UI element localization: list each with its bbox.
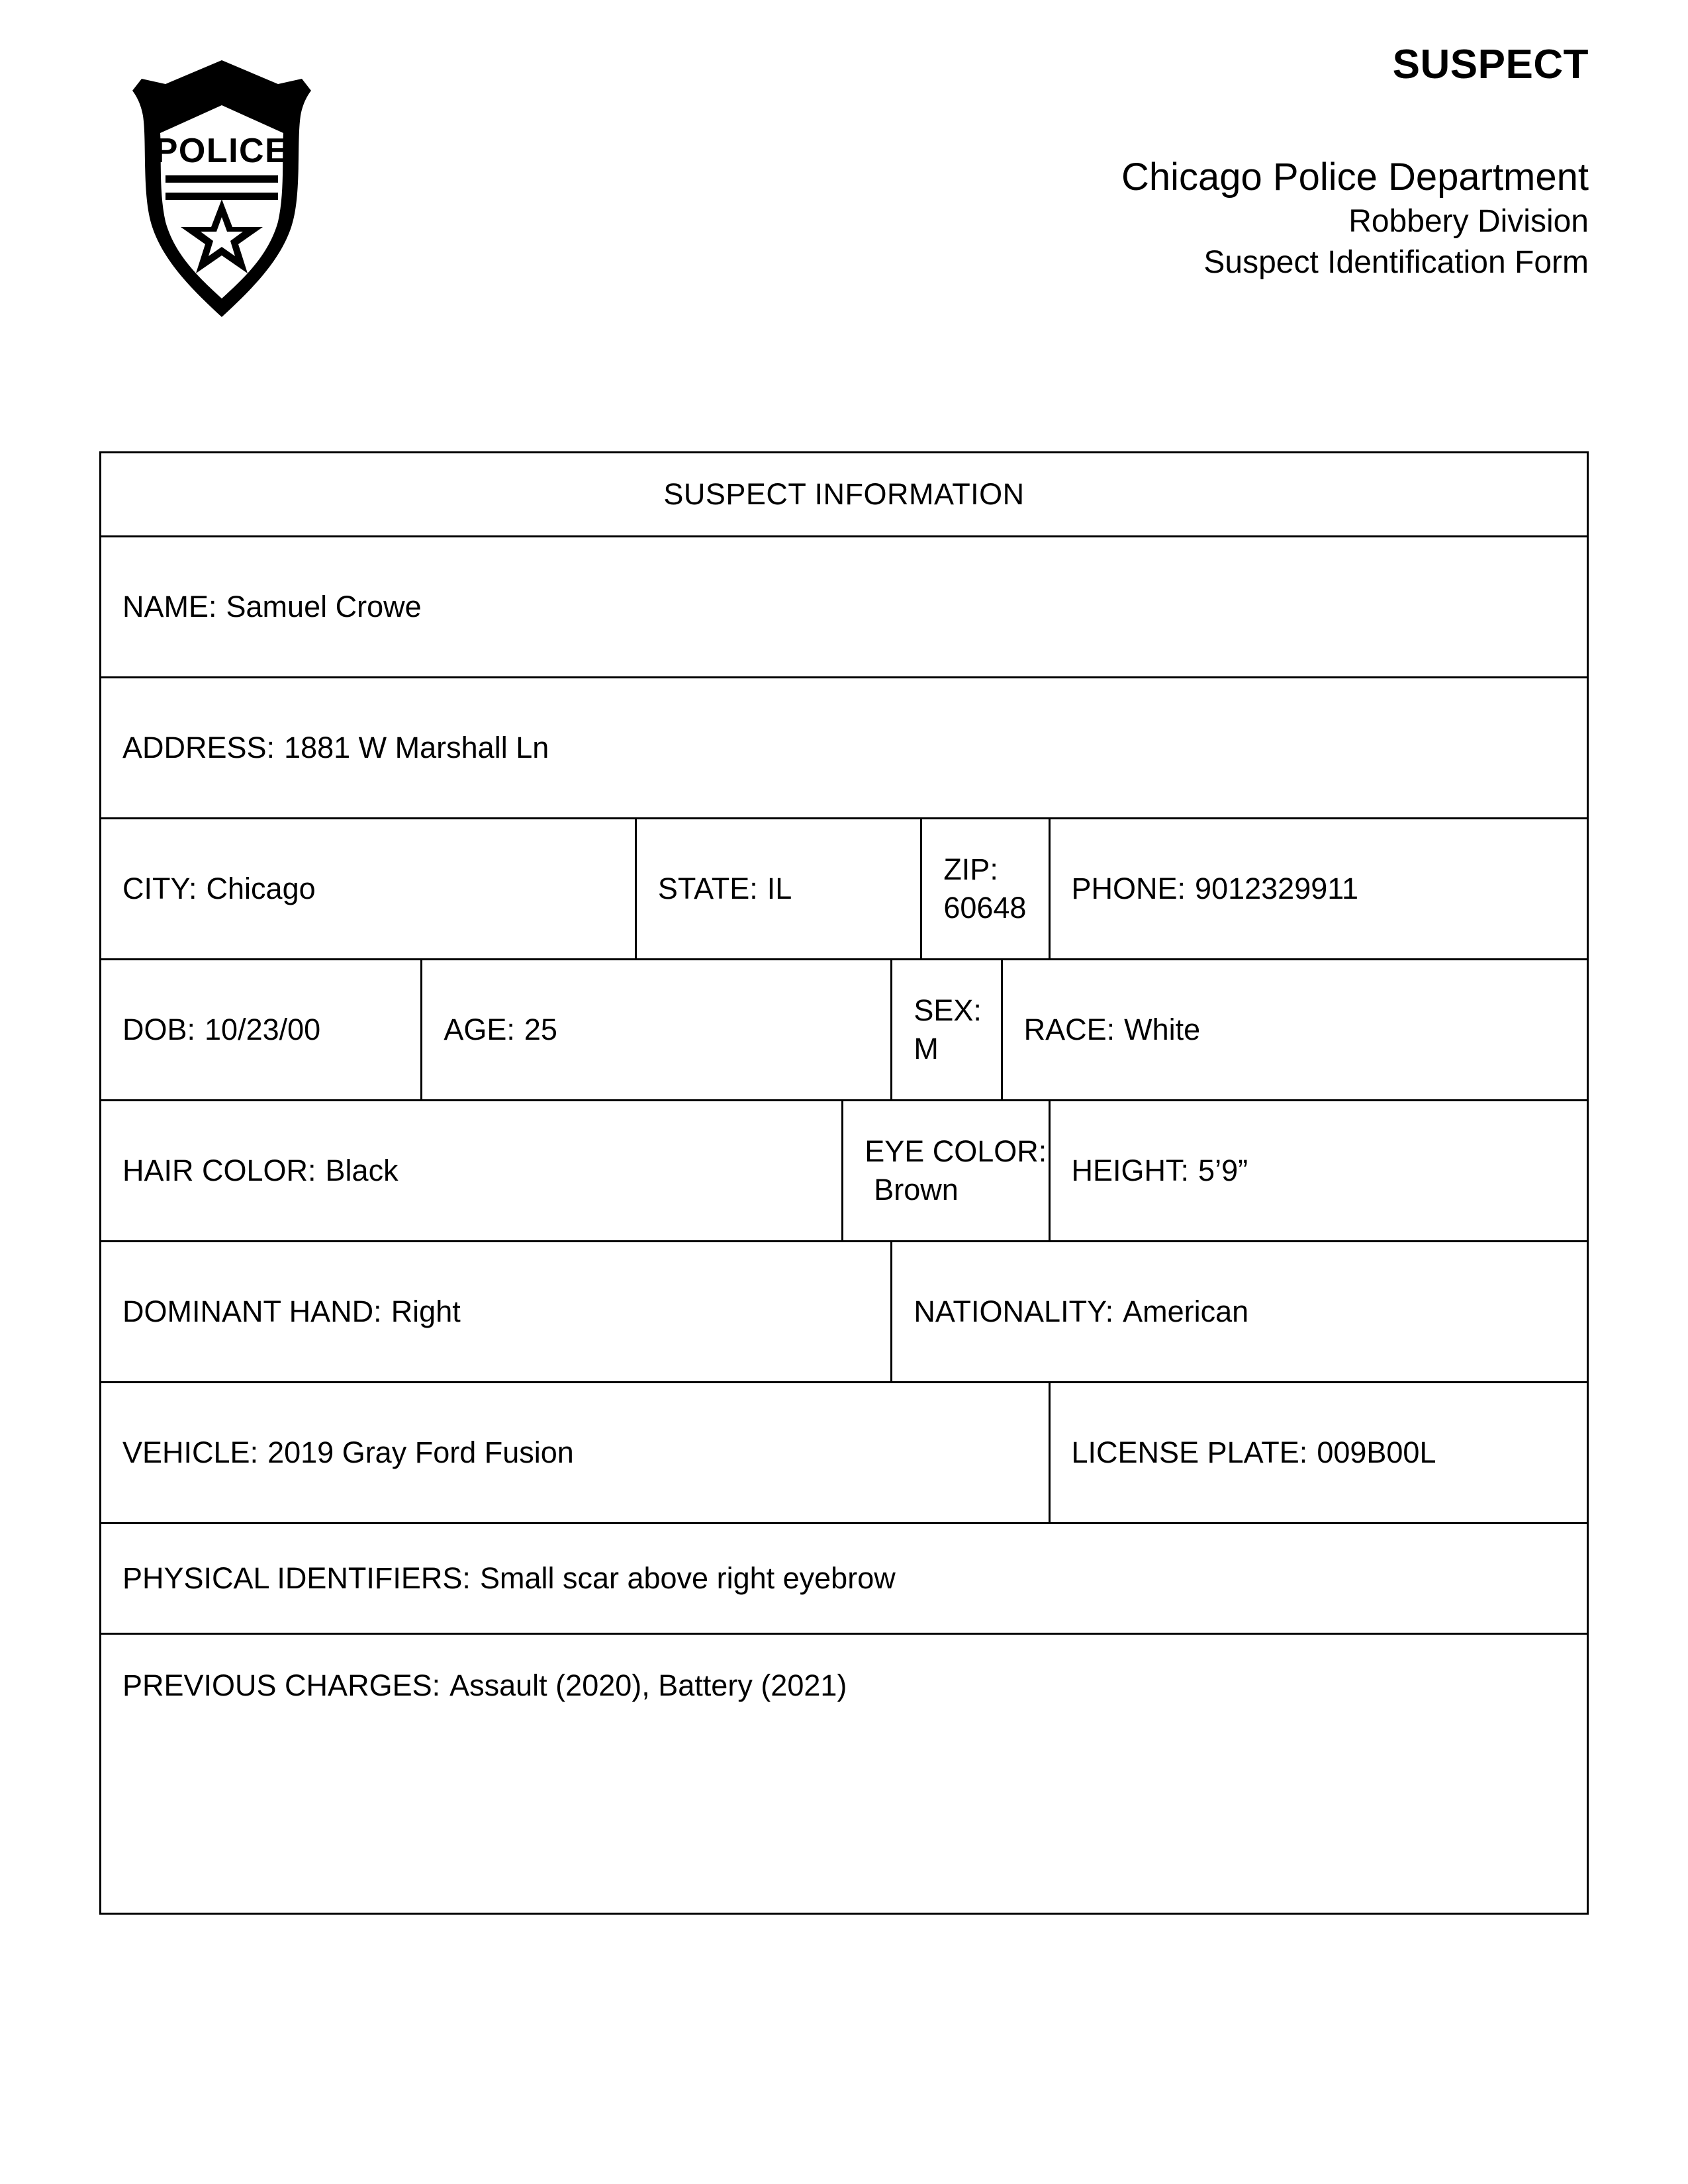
zip-value: 60648 [943,891,1027,925]
name-value: Samuel Crowe [226,590,422,623]
eye-color-value: Brown [874,1173,959,1206]
eye-color-label: EYE COLOR: [865,1134,1047,1168]
division-name: Robbery Division [1348,204,1589,239]
race-value: White [1124,1013,1201,1046]
license-plate-cell[interactable] [1049,1383,1587,1524]
svg-text:POLICE: POLICE [154,132,289,170]
city-label: CITY: [122,872,197,905]
name-row [101,537,1588,678]
city-value: Chicago [206,872,316,905]
section-title-row [101,453,1588,537]
height-label: HEIGHT: [1071,1154,1190,1187]
previous-charges-cell[interactable] [101,1634,1588,1914]
previous-charges-value: Assault (2020), Battery (2021) [449,1668,847,1702]
height-value: 5’9” [1198,1154,1248,1187]
zip-cell[interactable] [921,819,1049,960]
eye-color-cell[interactable] [843,1101,1049,1242]
hair-color-cell[interactable] [101,1101,843,1242]
phone-label: PHONE: [1071,872,1186,905]
dominant-hand-cell[interactable] [101,1242,892,1383]
nationality-cell[interactable] [892,1242,1588,1383]
dominant-hand-value: Right [391,1295,461,1328]
physical-identifiers-row [101,1524,1588,1634]
address-label: ADDRESS: [122,731,275,764]
name-label: NAME: [122,590,217,623]
dob-age-sex-race-row [101,960,1588,1101]
age-cell[interactable] [422,960,892,1101]
state-label: STATE: [657,872,758,905]
zip-label: ZIP: [943,852,998,886]
suspect-information-table [99,451,1589,1915]
phone-value: 9012329911 [1195,872,1358,905]
sex-value: M [914,1032,939,1066]
physical-identifiers-value: Small scar above right eyebrow [479,1561,896,1595]
race-cell[interactable] [1002,960,1587,1101]
sex-cell[interactable] [892,960,1002,1101]
police-shield-badge-icon [113,56,331,321]
state-value: IL [767,872,792,905]
phone-cell[interactable] [1049,819,1587,960]
document-kind-title: SUSPECT [1392,42,1589,87]
sex-label: SEX: [914,993,982,1027]
form-header [99,40,1589,390]
previous-charges-label: PREVIOUS CHARGES: [122,1668,441,1702]
vehicle-value: 2019 Gray Ford Fusion [267,1435,574,1469]
hair-eye-height-row [101,1101,1588,1242]
section-title: SUSPECT INFORMATION [101,453,1588,537]
dob-label: DOB: [122,1013,196,1046]
physical-identifiers-label: PHYSICAL IDENTIFIERS: [122,1561,471,1595]
previous-charges-row [101,1634,1588,1914]
address-cell[interactable] [101,678,1588,819]
nationality-label: NATIONALITY: [914,1295,1114,1328]
dob-cell[interactable] [101,960,422,1101]
vehicle-cell[interactable] [101,1383,1050,1524]
state-cell[interactable] [635,819,921,960]
city-cell[interactable] [101,819,636,960]
address-value: 1881 W Marshall Ln [284,731,549,764]
vehicle-label: VEHICLE: [122,1435,259,1469]
license-plate-value: 009B00L [1317,1435,1436,1469]
header-text-block [530,40,1589,283]
physical-identifiers-cell[interactable] [101,1524,1588,1634]
height-cell[interactable] [1049,1101,1587,1242]
dob-value: 10/23/00 [205,1013,321,1046]
name-cell[interactable] [101,537,1588,678]
age-value: 25 [524,1013,557,1046]
hair-color-label: HAIR COLOR: [122,1154,316,1187]
nationality-value: American [1123,1295,1249,1328]
license-plate-label: LICENSE PLATE: [1071,1435,1308,1469]
vehicle-plate-row [101,1383,1588,1524]
department-name: Chicago Police Department [1121,156,1589,199]
hair-color-value: Black [325,1154,399,1187]
hand-nationality-row [101,1242,1588,1383]
address-row [101,678,1588,819]
form-name: Suspect Identification Form [1203,245,1589,280]
race-label: RACE: [1023,1013,1115,1046]
dominant-hand-label: DOMINANT HAND: [122,1295,382,1328]
city-state-zip-phone-row [101,819,1588,960]
age-label: AGE: [444,1013,515,1046]
